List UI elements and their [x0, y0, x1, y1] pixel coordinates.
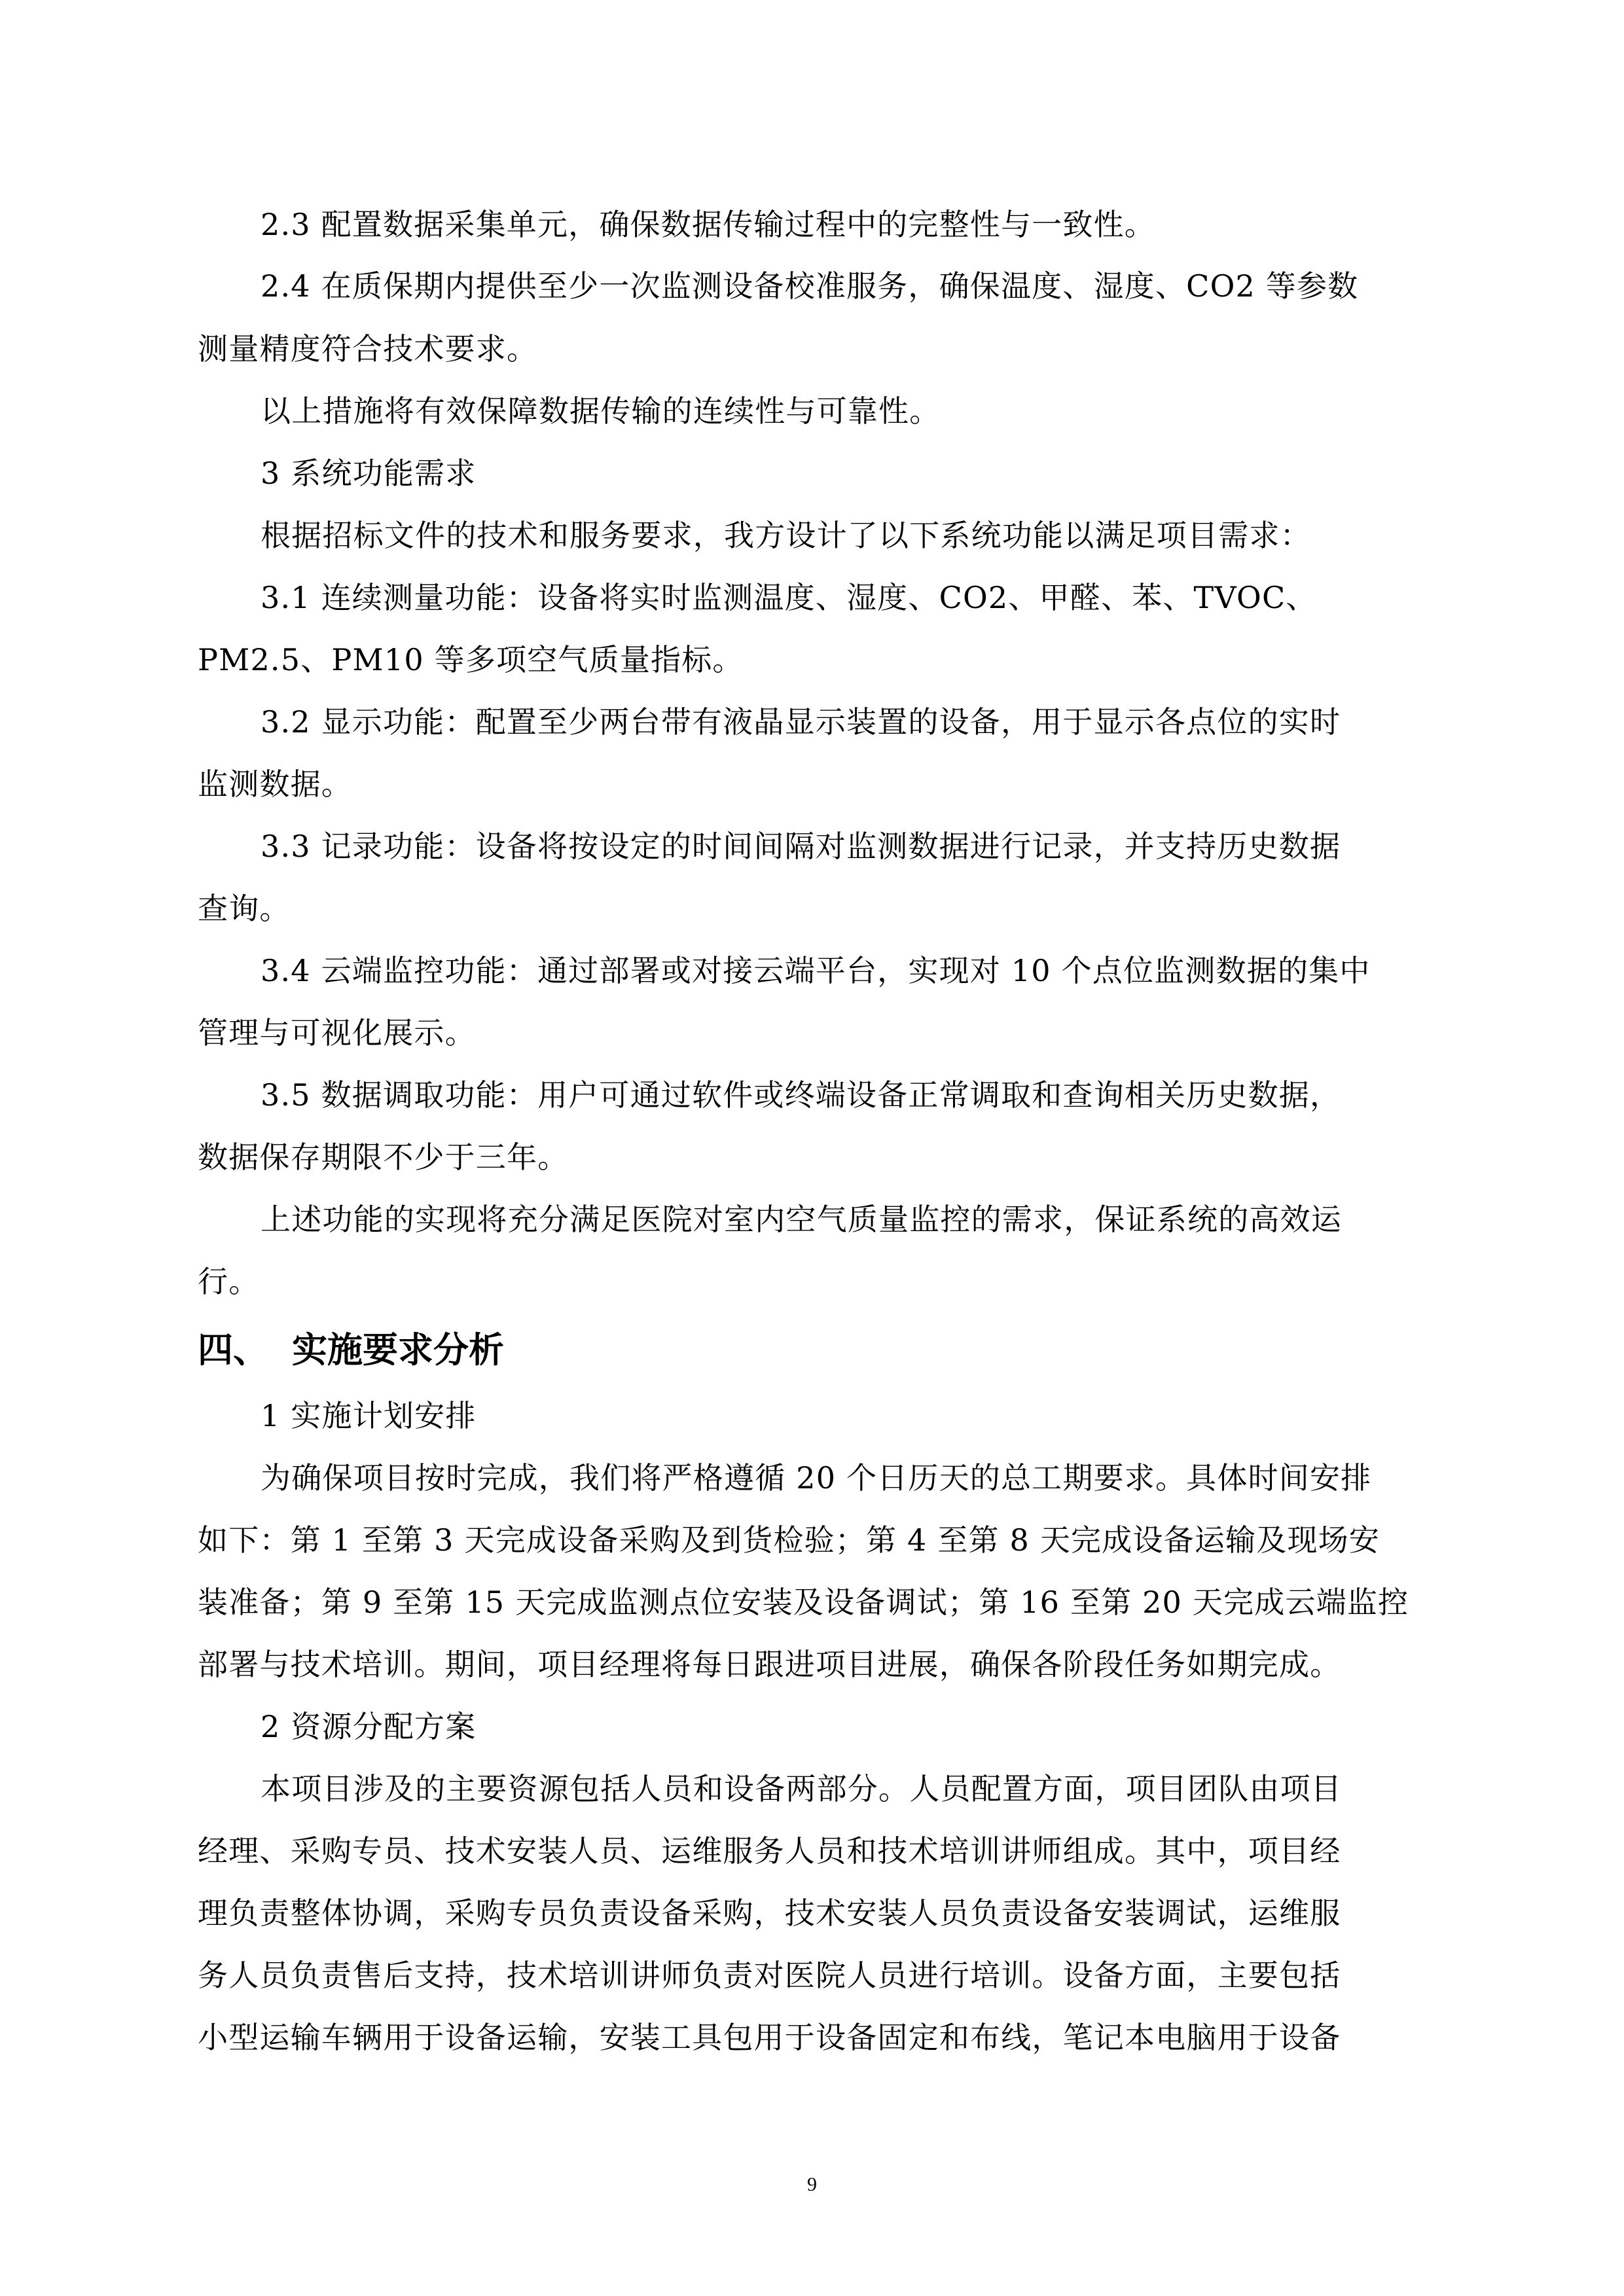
paragraph-line: 装准备；第 9 至第 15 天完成监测点位安装及设备调试；第 16 至第 20 天完成云端监控: [198, 1585, 1409, 1620]
paragraph-line: 测量精度符合技术要求。: [198, 331, 538, 367]
paragraph-line: 本项目涉及的主要资源包括人员和设备两部分。人员配置方面，项目团队由项目: [261, 1771, 1342, 1806]
subsection-title: 1 实施计划安排: [261, 1398, 477, 1433]
paragraph-line: 3.4 云端监控功能：通过部署或对接云端平台，实现对 10 个点位监测数据的集中: [261, 953, 1371, 988]
paragraph-line: 3.3 记录功能：设备将按设定的时间间隔对监测数据进行记录，并支持历史数据: [261, 829, 1341, 864]
page-number: 9: [807, 2174, 817, 2195]
paragraph-line: 数据保存期限不少于三年。: [198, 1139, 569, 1175]
paragraph-line: 根据招标文件的技术和服务要求，我方设计了以下系统功能以满足项目需求：: [261, 518, 1311, 553]
paragraph-line: 3.2 显示功能：配置至少两台带有液晶显示装置的设备，用于显示各点位的实时: [261, 704, 1341, 740]
subsection-title: 3 系统功能需求: [261, 456, 477, 491]
paragraph-line: 查询。: [198, 891, 291, 926]
paragraph-line: 管理与可视化展示。: [198, 1015, 476, 1050]
paragraph-line: 为确保项目按时完成，我们将严格遵循 20 个日历天的总工期要求。具体时间安排: [261, 1460, 1372, 1496]
subsection-title: 2 资源分配方案: [261, 1709, 477, 1744]
section-number: 四、: [198, 1329, 268, 1371]
paragraph-line: 如下：第 1 至第 3 天完成设备采购及到货检验；第 4 至第 8 天完成设备运输及现场安: [198, 1522, 1380, 1558]
paragraph-line: 2.4 在质保期内提供至少一次监测设备校准服务，确保温度、湿度、CO2 等参数: [261, 268, 1359, 304]
section-heading: [198, 1327, 504, 1373]
paragraph-line: 经理、采购专员、技术安装人员、运维服务人员和技术培训讲师组成。其中，项目经: [198, 1833, 1341, 1869]
paragraph-line: 行。: [198, 1264, 260, 1299]
paragraph-line: 上述功能的实现将充分满足医院对室内空气质量监控的需求，保证系统的高效运: [261, 1202, 1342, 1237]
paragraph-line: 监测数据。: [198, 766, 352, 802]
paragraph-line: PM2.5、PM10 等多项空气质量指标。: [198, 642, 744, 677]
paragraph-line: 以上措施将有效保障数据传输的连续性与可靠性。: [261, 393, 941, 429]
paragraph-line: 部署与技术培训。期间，项目经理将每日跟进项目进展，确保各阶段任务如期完成。: [198, 1647, 1341, 1682]
paragraph-line: 3.5 数据调取功能：用户可通过软件或终端设备正常调取和查询相关历史数据，: [261, 1077, 1341, 1113]
section-title: 实施要求分析: [292, 1329, 504, 1371]
paragraph-line: 小型运输车辆用于设备运输，安装工具包用于设备固定和布线，笔记本电脑用于设备: [198, 2020, 1341, 2055]
paragraph-line: 2.3 配置数据采集单元，确保数据传输过程中的完整性与一致性。: [261, 207, 1155, 242]
paragraph-line: 理负责整体协调，采购专员负责设备采购，技术安装人员负责设备安装调试，运维服: [198, 1895, 1341, 1931]
paragraph-line: 务人员负责售后支持，技术培训讲师负责对医院人员进行培训。设备方面，主要包括: [198, 1958, 1341, 1993]
paragraph-line: 3.1 连续测量功能：设备将实时监测温度、湿度、CO2、甲醛、苯、TVOC、: [261, 580, 1317, 615]
